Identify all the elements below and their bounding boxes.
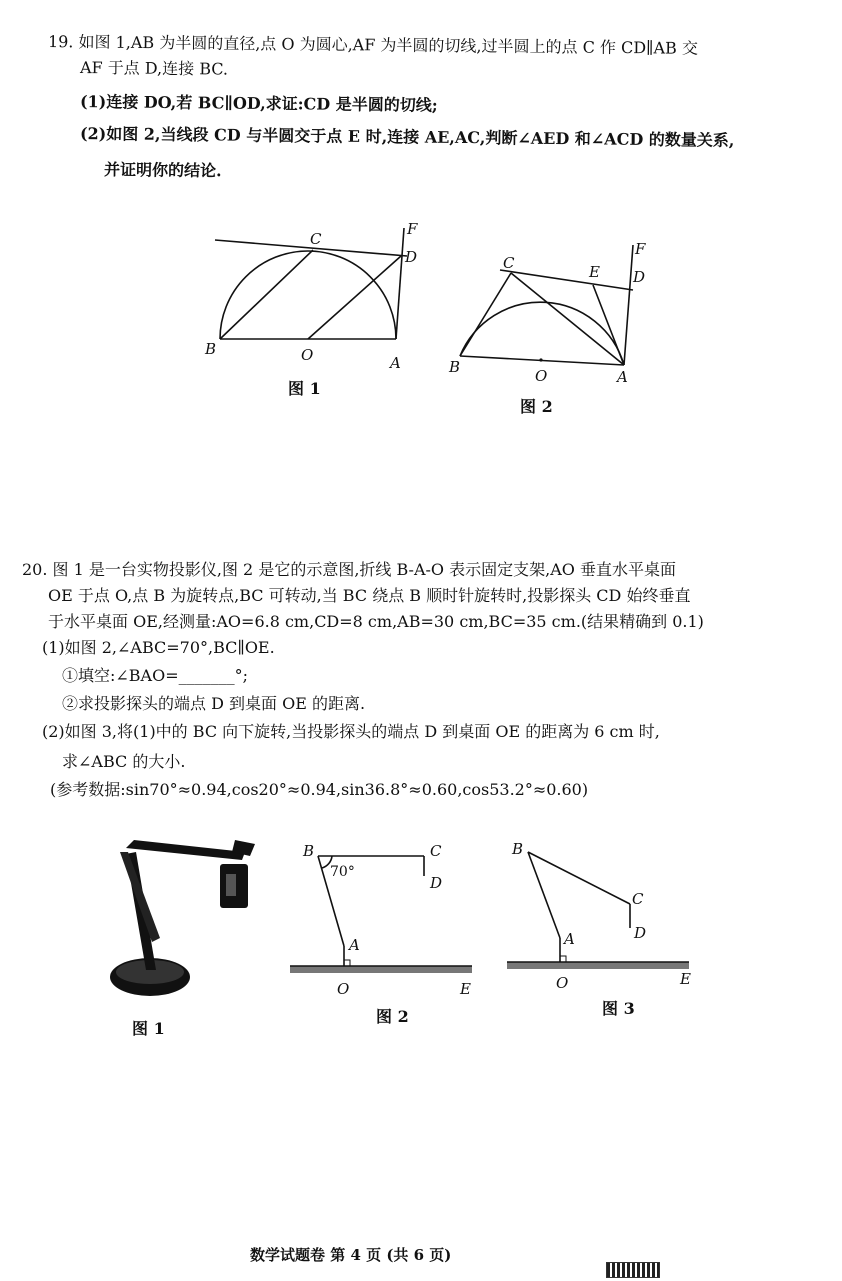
q20-figure-1-projector [100, 830, 260, 1010]
q20-figure-1-caption: 图 1 [132, 1019, 165, 1038]
q19-line-1: 19. 如图 1,AB 为半圆的直径,点 O 为圆心,AF 为半圆的切线,过半圆上的点 C 作 CD∥AB 交 [47, 32, 699, 58]
q20-line-2: OE 于点 O,点 B 为旋转点,BC 可转动,当 BC 绕点 B 顺时针旋转时,投影探头 CD 始终垂直 [48, 586, 691, 605]
q20-line-3: 于水平桌面 OE,经测量:AO=6.8 cm,CD=8 cm,AB=30 cm,BC=35 cm.(结果精确到 0.1) [48, 612, 704, 631]
q19-figure-1 [195, 218, 435, 378]
label-b: B [512, 840, 524, 858]
semicircle [460, 302, 624, 365]
label-a: A [617, 368, 628, 386]
label-e: E [589, 263, 600, 281]
q19-figure-2-caption: 图 2 [520, 397, 553, 416]
label-c: C [310, 230, 322, 248]
segment-bc [460, 273, 511, 356]
segment-od [308, 256, 401, 339]
center-dot [539, 358, 542, 361]
angle-label: 70° [330, 864, 355, 880]
q19-line-4: (2)如图 2,当线段 CD 与半圆交于点 E 时,连接 AE,AC,判断∠AED 和∠ACD 的数量关系, [79, 124, 735, 150]
label-b: B [449, 358, 461, 376]
right-angle-mark [344, 960, 350, 966]
q19-line-5: 并证明你的结论. [103, 160, 222, 181]
table-surface [290, 966, 472, 973]
label-a: A [349, 936, 360, 954]
label-a: A [390, 354, 401, 372]
projector-upper-arm [126, 840, 245, 860]
q19-line-2: AF 于点 D,连接 BC. [79, 58, 229, 79]
label-a: A [564, 930, 575, 948]
q20-figure-3-caption: 图 3 [602, 999, 635, 1018]
label-f: F [635, 240, 646, 258]
label-e: E [680, 970, 691, 988]
q20-line-4: (1)如图 2,∠ABC=70°,BC∥OE. [42, 638, 275, 657]
q19-line-3: (1)连接 DO,若 BC∥OD,求证:CD 是半圆的切线; [79, 92, 438, 115]
label-e: E [460, 980, 471, 998]
q20-line-5: ①填空:∠BAO=_______°; [62, 666, 249, 685]
label-d: D [634, 924, 647, 942]
q20-figure-2-caption: 图 2 [376, 1007, 409, 1026]
label-d: D [405, 248, 418, 266]
qr-code-icon [606, 1262, 660, 1278]
q20-line-9: (参考数据:sin70°≈0.94,cos20°≈0.94,sin36.8°≈0.60,cos53.2°≈0.60) [50, 780, 589, 799]
label-c: C [430, 842, 442, 860]
label-o: O [337, 980, 350, 998]
q20-line-1: 20. 图 1 是一台实物投影仪,图 2 是它的示意图,折线 B-A-O 表示固定支架,AO 垂直水平桌面 [22, 560, 676, 579]
label-c: C [632, 890, 644, 908]
q20-line-7: (2)如图 3,将(1)中的 BC 向下旋转,当投影探头的端点 D 到桌面 OE 的距离为 6 cm 时, [42, 722, 660, 741]
label-f: F [407, 220, 418, 238]
label-b: B [303, 842, 315, 860]
projector-lens [226, 874, 236, 896]
label-c: C [503, 254, 515, 272]
label-o: O [556, 974, 569, 992]
q20-figure-3 [502, 832, 702, 994]
label-b: B [205, 340, 217, 358]
q19-figure-2 [445, 240, 660, 385]
q20-figure-2 [285, 838, 480, 1003]
label-d: D [633, 268, 646, 286]
segment-ab [528, 852, 560, 938]
right-angle-mark [560, 956, 566, 962]
label-d: D [430, 874, 443, 892]
semicircle [220, 251, 396, 339]
q20-line-8: 求∠ABC 的大小. [62, 752, 186, 771]
tangent-af [396, 228, 404, 339]
segment-bc [528, 852, 630, 904]
segment-bc [220, 250, 313, 339]
q20-line-6: ②求投影探头的端点 D 到桌面 OE 的距离. [62, 694, 366, 713]
page-footer: 数学试题卷 第 4 页 (共 6 页) [250, 1246, 452, 1264]
label-o: O [301, 346, 314, 364]
tangent-af [624, 245, 633, 365]
q19-figure-1-caption: 图 1 [288, 379, 321, 398]
table-surface [507, 962, 689, 969]
label-o: O [535, 367, 548, 385]
